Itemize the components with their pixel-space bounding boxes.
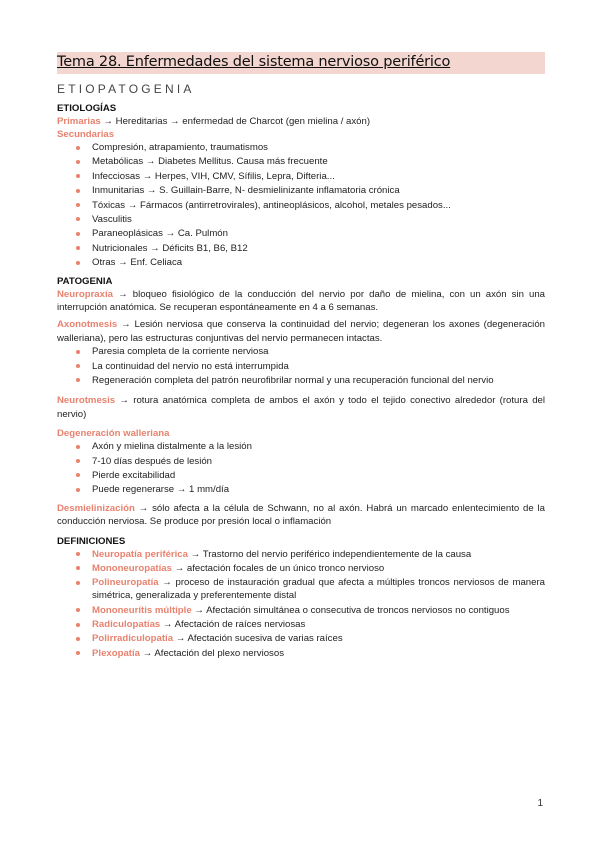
page-number: 1	[537, 798, 543, 809]
list-item: Regeneración completa del patrón neurofibrilar normal y una recuperación funcional del nervio	[57, 374, 545, 387]
list-item	[57, 548, 545, 561]
list-item: Otras → Enf. Celiaca	[57, 256, 545, 269]
desmielinizacion-paragraph	[57, 502, 545, 529]
page-title: Tema 28. Enfermedades del sistema nervioso periférico	[57, 54, 451, 70]
desmielinizacion-label: Desmielinización	[57, 502, 135, 514]
axonotmesis-paragraph	[57, 318, 545, 345]
definition-text: → Afectación de raíces nerviosas	[160, 619, 306, 631]
axonotmesis-text: → Lesión nerviosa que conserva la continuidad del nervio; degeneran los axones (degeneración walleriana), pero las estructuras conjuntivas del nervio permanecen intactas.	[57, 319, 545, 344]
list-item	[57, 576, 545, 602]
list-item: Pierde excitabilidad	[57, 469, 545, 482]
patogenia-heading: PATOGENIA	[57, 275, 113, 287]
definition-term: Polineuropatía	[92, 577, 159, 589]
list-item	[57, 562, 545, 575]
primarias-text: → Hereditarias → enfermedad de Charcot (gen mielina / axón)	[100, 116, 371, 127]
definition-term: Polirradiculopatía	[92, 633, 174, 645]
neurotmesis-label: Neurotmesis	[57, 395, 116, 407]
definition-text: → Trastorno del nervio periférico independientemente de la causa	[187, 548, 472, 560]
list-item	[57, 632, 545, 645]
axonotmesis-label: Axonotmesis	[57, 319, 118, 331]
definition-term: Mononeuropatías	[92, 562, 172, 574]
primarias-line	[57, 115, 545, 128]
walleriana-label: Degeneración walleriana	[57, 428, 170, 440]
list-item	[57, 647, 545, 660]
definition-term: Plexopatía	[92, 647, 140, 659]
primarias-label: Primarias	[57, 116, 101, 127]
etiologias-heading: ETIOLOGÍAS	[57, 103, 117, 114]
list-item: Axón y mielina distalmente a la lesión	[57, 440, 545, 453]
walleriana-list	[57, 440, 545, 496]
definition-text: → Afectación simultánea o consecutiva de troncos nerviosos no contiguos	[191, 604, 510, 616]
definition-term: Neuropatía periférica	[92, 548, 188, 560]
document-page	[57, 52, 545, 661]
neurotmesis-paragraph	[57, 394, 545, 421]
list-item	[57, 604, 545, 617]
desmielinizacion-text: → sólo afecta a la célula de Schwann, no al axón. Habrá un marcado enlentecimiento de la conducción nerviosa. Se produce por presión local o inflamación	[57, 502, 545, 528]
neuropraxia-text: → bloqueo fisiológico de la conducción del nervio por daño de mielina, con un axón sin una interrupción anatómica. Se recuperan espontáneamente en 4 a 6 semanas.	[57, 288, 545, 313]
list-item: La continuidad del nervio no está interrumpida	[57, 360, 545, 373]
title-bar	[57, 52, 545, 74]
definiciones-list	[57, 548, 545, 660]
list-item: 7-10 días después de lesión	[57, 455, 545, 468]
definition-text: → Afectación sucesiva de varias raíces	[173, 633, 343, 645]
list-item: Metabólicas → Diabetes Mellitus. Causa más frecuente	[57, 155, 545, 168]
neurotmesis-text: → rotura anatómica completa de ambos el axón y todo el tejido conectivo alrededor (rotura del nervio)	[57, 395, 545, 420]
secundarias-list	[57, 141, 545, 269]
definiciones-heading: DEFINICIONES	[57, 535, 126, 547]
list-item	[57, 618, 545, 631]
definition-text: → Afectación del plexo nerviosos	[140, 647, 284, 659]
list-item: Nutricionales → Déficits B1, B6, B12	[57, 242, 545, 255]
list-item: Paraneoplásicas → Ca. Pulmón	[57, 227, 545, 240]
definition-text: → afectación focales de un único tronco nervioso	[171, 562, 385, 574]
list-item: Compresión, atrapamiento, traumatismos	[57, 141, 545, 154]
list-item: Vasculitis	[57, 213, 545, 226]
list-item: Tóxicas → Fármacos (antirretrovirales), antineoplásicos, alcohol, metales pesados...	[57, 199, 545, 212]
definition-text: → proceso de instauración gradual que afecta a múltiples troncos nerviosos de manera simétrica, generalizada y preferentemente distal	[92, 577, 545, 602]
section-title: ETIOPATOGENIA	[57, 82, 195, 96]
list-item: Paresia completa de la corriente nerviosa	[57, 345, 545, 358]
secundarias-label: Secundarias	[57, 129, 115, 140]
neuropraxia-paragraph	[57, 288, 545, 315]
definition-term: Mononeurítis múltiple	[92, 604, 192, 616]
list-item: Puede regenerarse → 1 mm/día	[57, 483, 545, 496]
list-item: Inmunitarias → S. Guillain-Barre, N- desmielinizante inflamatoria crónica	[57, 184, 545, 197]
axonotmesis-list	[57, 345, 545, 387]
neuropraxia-label: Neuropraxía	[57, 288, 113, 300]
list-item: Infecciosas → Herpes, VIH, CMV, Sífilis, Lepra, Difteria...	[57, 170, 545, 183]
definition-term: Radiculopatías	[92, 619, 161, 631]
